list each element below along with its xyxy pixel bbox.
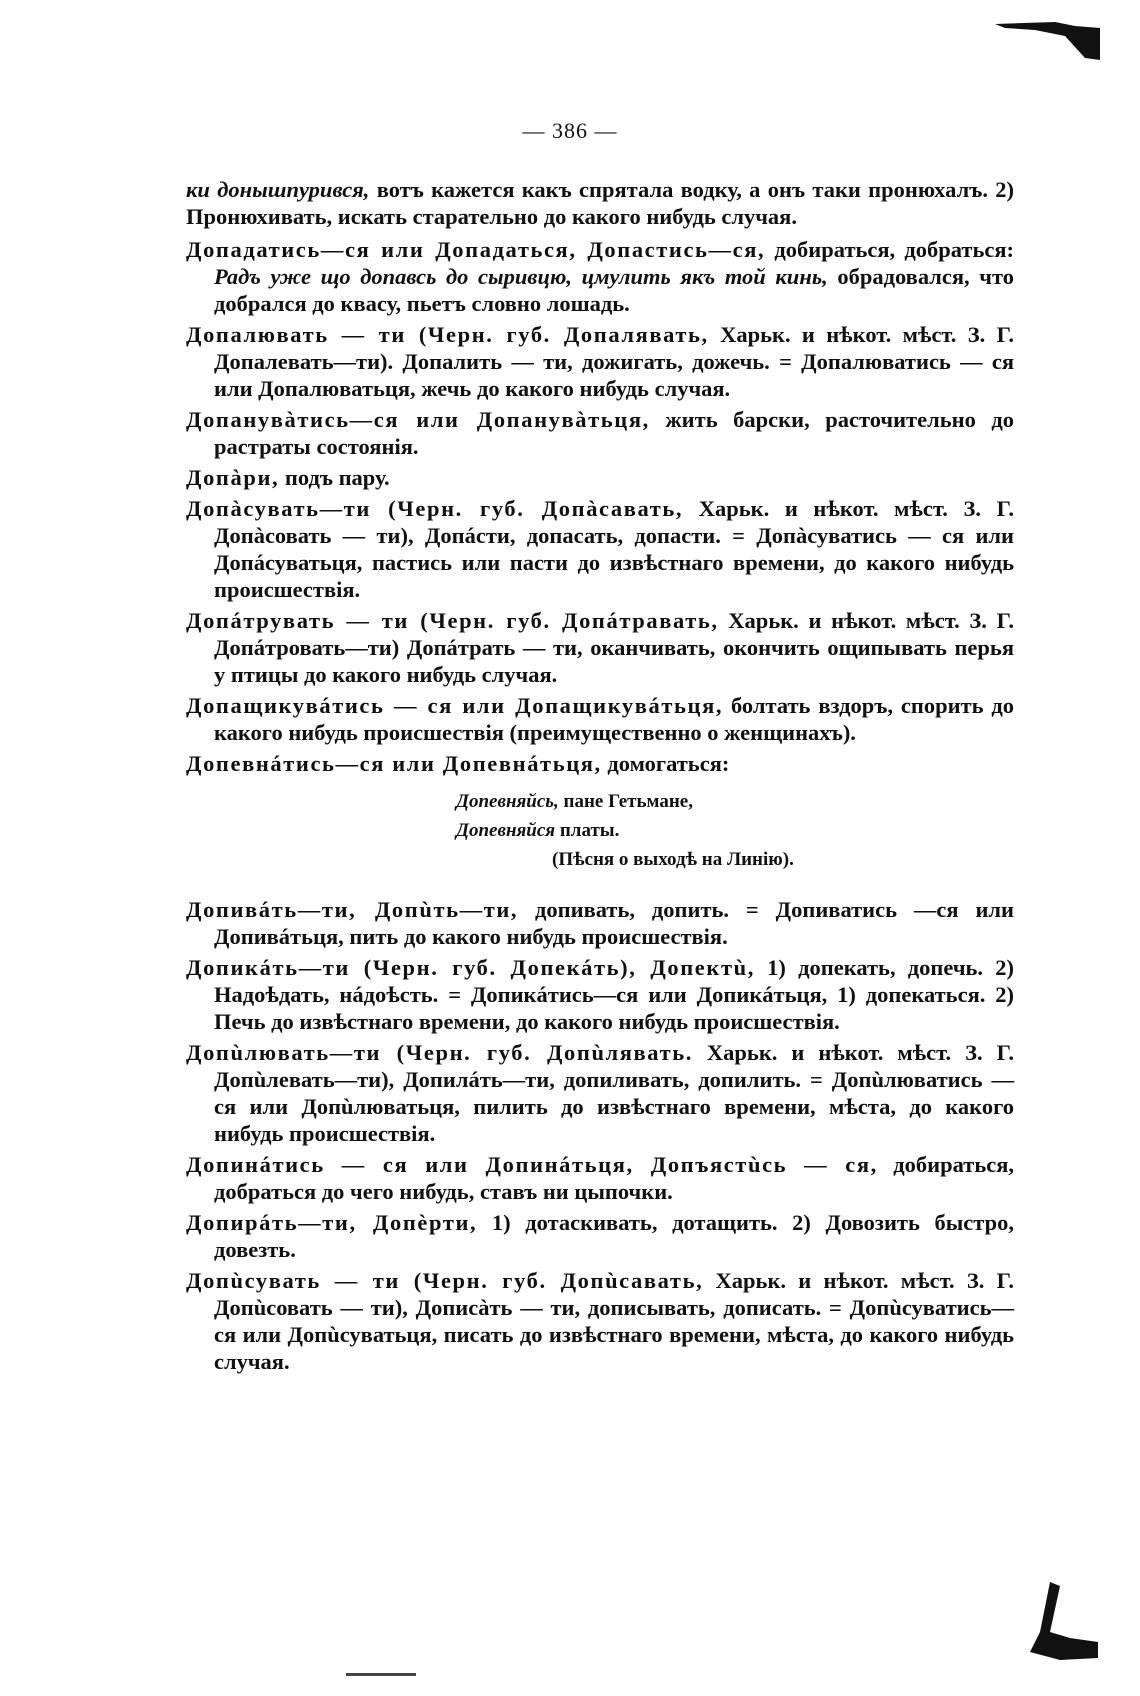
entry-text: болтать вздоръ, спорить до какого нибудь происшествія (преимущественно о женщинахъ). (214, 693, 1014, 745)
dictionary-text (186, 176, 1014, 1379)
dictionary-entry (186, 896, 1014, 950)
entry-text: допивать, допить. = Допиватись —ся или Допивáтьця, пить до какого нибудь происшествія. (214, 897, 1015, 949)
italic-quote: ки донышпурився, (186, 177, 370, 202)
entry-text: Харьк. и нѣкот. мѣст. З. Г. Допáтровать—ти) Допáтрать — ти, оканчивать, окончить ощипывать перья у птицы до какого нибудь случая. (214, 608, 1014, 687)
dictionary-entry (186, 321, 1014, 402)
entry-text: жить барски, расточительно до растраты состоянія. (214, 407, 1014, 459)
entry-text: Харьк. и нѣкот. мѣст. З. Г. Допùсовать — ти), Дописàть — ти, дописывать, дописать. = Допùсуватись—ся или Допùсуватьця, писать до извѣстнаго времени, мѣста, до какого нибудь случая. (214, 1268, 1014, 1374)
entry-text: вотъ кажется какъ спрятала водку, а онъ таки пронюхалъ. 2) Пронюхивать, искать старательно до какого нибудь случая. (186, 177, 1014, 229)
entry-headword: Допивáть—ти, Допùть—ти, (186, 897, 519, 922)
dictionary-entry (186, 464, 1014, 491)
entry-headword: Допикáть—ти (Черн. губ. Допекáть), Допектù, (186, 955, 755, 980)
entry-text: Харьк. и нѣкот. мѣст. З. Г. Допùлевать—ти), Допилáть—ти, допиливать, допилить. = Допùлюватись — ся или Допùлюватьця, пилить до извѣстнаго времени, мѣста, до какого нибудь происшествія. (214, 1040, 1014, 1146)
entry-headword: Допанувàтись—ся или Допанувàтьця, (186, 407, 650, 432)
dictionary-entry (186, 750, 1014, 777)
dictionary-entry (186, 692, 1014, 746)
entry-text: 1) дотаскивать, дотащить. 2) Довозить быстро, довезть. (214, 1210, 1014, 1262)
entry-headword: Допàсувать—ти (Черн. губ. Допàсавать, (186, 496, 684, 521)
entry-text: подъ пару. (279, 465, 390, 490)
entry-headword: Допùлювать—ти (Черн. губ. Допùлявать. (186, 1040, 693, 1065)
entry-text: Харьк. и нѣкот. мѣст. З. Г. Допалевать—ти). Допалить — ти, дожигать, дожечь. = Допалюватись — ся или Допалюватьця, жечь до какого нибудь случая. (214, 322, 1014, 401)
scan-artifact-bottom (1020, 1572, 1100, 1662)
dictionary-entry (186, 495, 1014, 603)
dictionary-entry (186, 236, 1014, 317)
entry-headword: Допáтрувать — ти (Черн. губ. Допáтравать, (186, 608, 719, 633)
verse-line (456, 787, 1014, 816)
entry-text: домогаться: (601, 751, 730, 776)
dictionary-entry (186, 406, 1014, 460)
entry-text: обрадовался, что добрался до квасу, пьетъ словно лошадь. (214, 264, 1014, 316)
entry-continuation (186, 176, 1014, 230)
entry-headword: Допалювать — ти (Черн. губ. Допалявать, (186, 322, 709, 347)
entry-text: добираться, добраться до чего нибудь, ставъ ни цыпочки. (214, 1152, 1014, 1204)
entry-text: Харьк. и нѣкот. мѣст. З. Г. Допàсовать — ти), Допáсти, допасать, допасти. = Допàсуватись — ся или Допáсуватьця, пастись или пасти до извѣстнаго времени, до какого нибудь происшествія. (214, 496, 1014, 602)
italic-quote: Радъ уже що допавсь до сыривцю, цмулить якъ той кинь, (214, 264, 828, 289)
dictionary-entry (186, 1151, 1014, 1205)
verse-text: платы. (555, 820, 620, 841)
entry-headword: Допевнáтись—ся или Допевнáтьця, (186, 751, 602, 776)
verse-italic: Допевняйсь, (456, 791, 559, 812)
dictionary-entry (186, 1267, 1014, 1375)
verse-source: (Пѣсня о выходѣ на Линію). (552, 849, 794, 870)
verse-quote (456, 787, 1014, 874)
entry-headword: Допирáть—ти, Допèрти, (186, 1210, 478, 1235)
dictionary-entry (186, 607, 1014, 688)
page-number: — 386 — (522, 118, 618, 143)
dictionary-entry (186, 954, 1014, 1035)
bottom-rule (346, 1673, 416, 1676)
entry-headword: Допинáтись — ся или Допинáтьця, Допъястùсь — ся, (186, 1152, 878, 1177)
verse-italic: Допевняйся (456, 820, 556, 841)
entry-text: 1) допекать, допечь. 2) Надоѣдать, нáдоѣсть. = Допикáтись—ся или Допикáтьця, 1) допекаться. 2) Печь до извѣстнаго времени, до какого нибудь происшествія. (214, 955, 1014, 1034)
verse-text: пане Гетьмане, (558, 791, 693, 812)
dictionary-entry (186, 1039, 1014, 1147)
verse-line (456, 816, 1014, 845)
entry-headword: Допащикувáтись — ся или Допащикувáтьця, (186, 693, 724, 718)
entry-headword: Допùсувать — ти (Черн. губ. Допùсавать, (186, 1268, 704, 1293)
scan-artifact-top (995, 18, 1100, 60)
entry-text: добираться, добраться: (765, 237, 1015, 262)
entry-headword: Допàри, (186, 465, 280, 490)
entry-headword: Допадатись—ся или Допадаться, Допастись—ся, (186, 237, 766, 262)
dictionary-entry (186, 1209, 1014, 1263)
